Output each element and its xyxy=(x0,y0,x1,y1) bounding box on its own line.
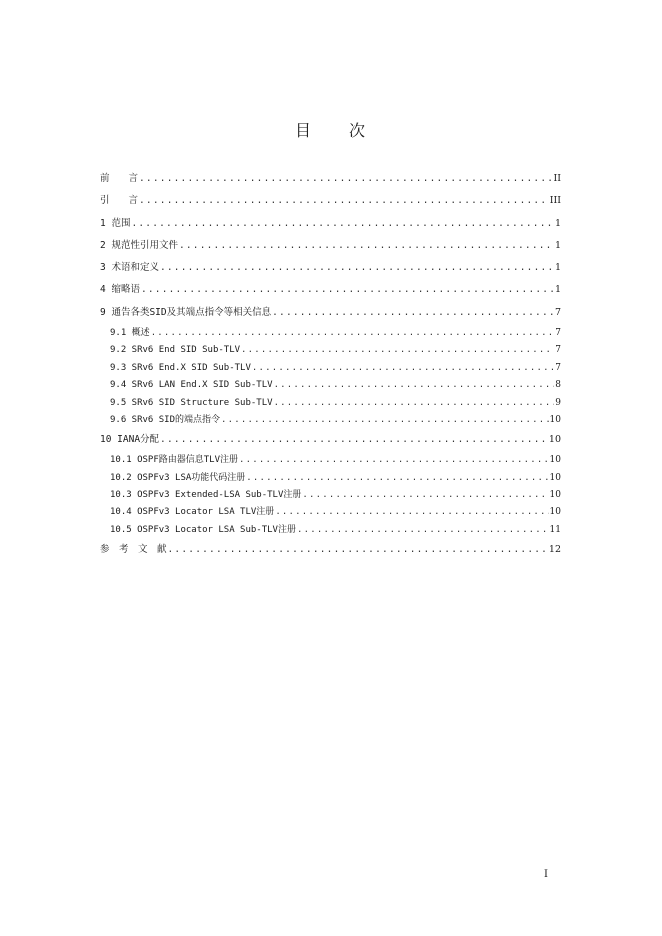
toc-entry-label: 10.5 OSPFv3 Locator LSA Sub-TLV注册 xyxy=(110,524,296,535)
toc-leader-dots xyxy=(221,414,549,426)
toc-entry-page: 10 xyxy=(549,472,561,483)
toc-entry-page: III xyxy=(549,195,561,207)
toc-entry-page: 1 xyxy=(554,239,561,251)
toc-leader-dots xyxy=(141,284,554,296)
toc-entry[interactable] xyxy=(100,344,561,361)
toc-entry-label: 2 规范性引用文件 xyxy=(100,239,178,251)
toc-leader-dots xyxy=(139,173,552,185)
toc-entry-label: 9.4 SRv6 LAN End.X SID Sub-TLV xyxy=(110,380,273,391)
toc-entry-label: 3 术语和定义 xyxy=(100,262,159,274)
toc-entry-label: 1 范围 xyxy=(100,217,131,229)
toc-leader-dots xyxy=(179,240,554,252)
toc-entry-page: 7 xyxy=(555,345,561,356)
toc-leader-dots xyxy=(131,218,554,230)
toc-entry-label: 10.1 OSPF路由器信息TLV注册 xyxy=(110,455,239,466)
toc-entry[interactable] xyxy=(100,379,561,396)
toc-entry-label: 前 言 xyxy=(100,173,139,184)
toc-entry[interactable] xyxy=(100,524,561,544)
toc-entry-label: 9.1 概述 xyxy=(110,327,150,338)
toc-leader-dots xyxy=(302,489,548,501)
toc-leader-dots xyxy=(168,544,548,556)
toc-entry-page: 7 xyxy=(555,362,561,373)
toc-entry[interactable] xyxy=(100,307,561,327)
toc-entry-page: 10 xyxy=(549,490,561,501)
toc-entry-page: 10 xyxy=(548,434,561,446)
toc-entry-label: 10 IANA分配 xyxy=(100,434,160,446)
toc-entry-label: 9.6 SRv6 SID的端点指令 xyxy=(110,414,221,425)
toc-entry-page: 9 xyxy=(555,397,561,408)
toc-entry[interactable] xyxy=(100,362,561,379)
toc-entry[interactable] xyxy=(100,262,561,284)
toc-entry-label: 10.3 OSPFv3 Extended-LSA Sub-TLV注册 xyxy=(110,490,302,501)
toc-entry[interactable] xyxy=(100,434,561,454)
toc-entry-label: 10.4 OSPFv3 Locator LSA TLV注册 xyxy=(110,507,275,518)
toc-leader-dots xyxy=(151,327,555,339)
toc-entry-label: 9 通告各类SID及其端点指令等相关信息 xyxy=(100,306,272,318)
toc-entry[interactable] xyxy=(100,544,561,556)
toc-entry[interactable] xyxy=(100,284,561,306)
toc-entry-page: 10 xyxy=(549,455,561,466)
toc-entry[interactable] xyxy=(100,218,561,240)
toc-entry[interactable] xyxy=(100,454,561,471)
toc-title: 目 次 xyxy=(294,121,367,140)
toc-leader-dots xyxy=(274,397,555,409)
toc-entry-label: 9.3 SRv6 End.X SID Sub-TLV xyxy=(110,362,251,373)
toc-leader-dots xyxy=(239,454,549,466)
toc-entry[interactable] xyxy=(100,472,561,489)
toc-entry-page: II xyxy=(553,173,561,184)
toc-entry[interactable] xyxy=(100,327,561,344)
toc-entry-page: 12 xyxy=(548,544,561,556)
toc-entry[interactable] xyxy=(100,240,561,262)
toc-entry-label: 10.2 OSPFv3 LSA功能代码注册 xyxy=(110,472,246,483)
toc-entry[interactable] xyxy=(100,414,561,434)
toc-leader-dots xyxy=(241,344,554,356)
toc-entry-page: 8 xyxy=(555,380,561,391)
table-of-contents xyxy=(100,173,561,556)
toc-entry-label: 9.5 SRv6 SID Structure Sub-TLV xyxy=(110,397,273,408)
toc-entry-label: 参 考 文 献 xyxy=(100,544,167,556)
toc-leader-dots xyxy=(139,195,549,207)
toc-entry-label: 9.2 SRv6 End SID Sub-TLV xyxy=(110,345,241,356)
page-number: I xyxy=(544,869,548,880)
toc-entry-page: 1 xyxy=(554,217,561,229)
toc-leader-dots xyxy=(160,434,548,446)
toc-entry[interactable] xyxy=(100,397,561,414)
toc-leader-dots xyxy=(272,307,554,319)
toc-entry-page: 1 xyxy=(554,284,561,296)
toc-entry[interactable] xyxy=(100,173,561,195)
toc-leader-dots xyxy=(252,362,554,374)
toc-leader-dots xyxy=(160,262,554,274)
toc-entry-label: 4 缩略语 xyxy=(100,284,140,296)
toc-leader-dots xyxy=(275,506,548,518)
toc-entry-page: 7 xyxy=(555,327,561,338)
toc-entry-page: 1 xyxy=(554,262,561,274)
toc-entry[interactable] xyxy=(100,489,561,506)
toc-entry[interactable] xyxy=(100,195,561,217)
toc-entry[interactable] xyxy=(100,506,561,523)
toc-entry-page: 7 xyxy=(554,306,561,318)
toc-leader-dots xyxy=(246,472,548,484)
toc-leader-dots xyxy=(274,379,555,391)
toc-entry-label: 引 言 xyxy=(100,195,139,207)
toc-entry-page: 10 xyxy=(549,414,561,425)
toc-leader-dots xyxy=(297,524,549,536)
toc-entry-page: 10 xyxy=(549,507,561,518)
toc-entry-page: 11 xyxy=(549,524,561,535)
